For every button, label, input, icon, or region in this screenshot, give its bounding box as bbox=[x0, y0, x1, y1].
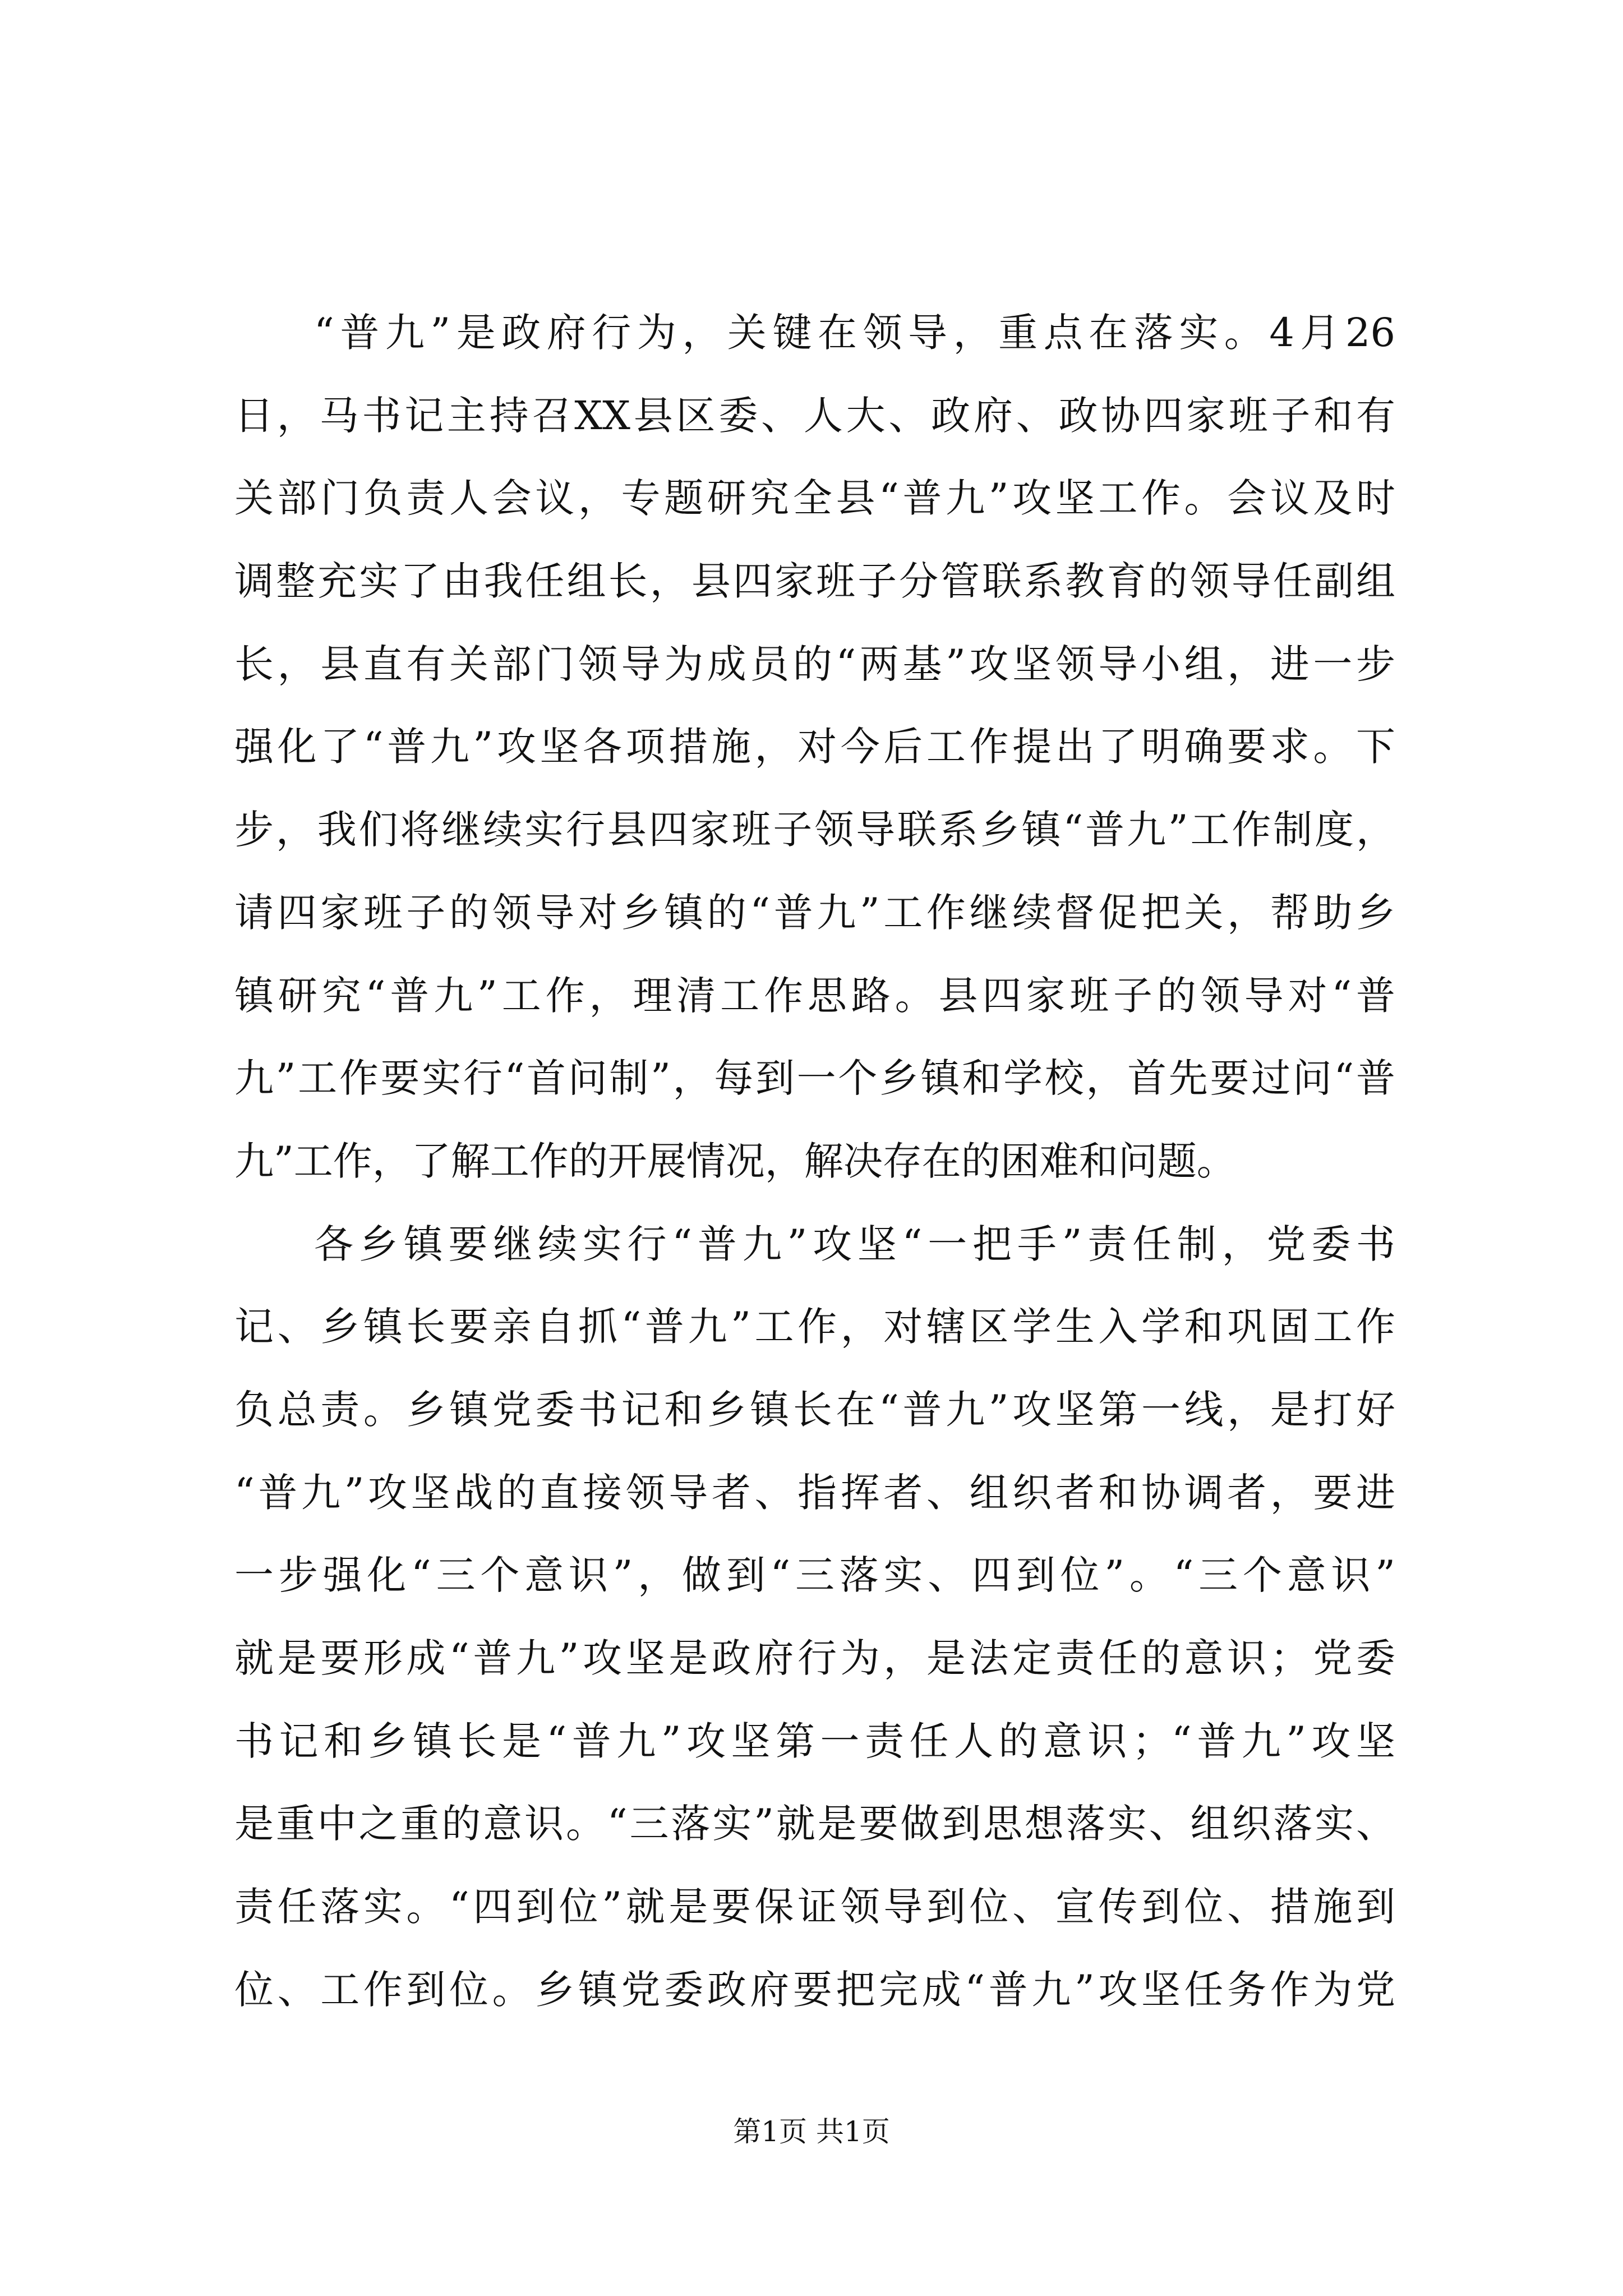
paragraph-2-line-6: 就是要形成“普九”攻坚是政府行为，是法定责任的意识；党委 bbox=[234, 1635, 1395, 1681]
paragraph-2-line-7: 书记和乡镇长是“普九”攻坚第一责任人的意识；“普九”攻坚 bbox=[234, 1718, 1395, 1764]
paragraph-2-line-9: 责任落实。“四到位”就是要保证领导到位、宣传到位、措施到 bbox=[234, 1884, 1395, 1930]
paragraph-1-line-7: 步，我们将继续实行县四家班子领导联系乡镇“普九”工作制度， bbox=[234, 807, 1395, 853]
page-footer: 第1页 共1页 bbox=[733, 2115, 890, 2148]
paragraph-1-line-6: 强化了“普九”攻坚各项措施，对今后工作提出了明确要求。下 bbox=[234, 724, 1395, 770]
document-body bbox=[234, 292, 1395, 2031]
paragraph-1-line-1: “普九”是政府行为，关键在领导，重点在落实。4月26 bbox=[314, 310, 1395, 356]
paragraph-1-line-5: 长，县直有关部门领导为成员的“两基”攻坚领导小组，进一步 bbox=[234, 641, 1395, 687]
paragraph-1-line-3: 关部门负责人会议，专题研究全县“普九”攻坚工作。会议及时 bbox=[234, 475, 1395, 522]
paragraph-2-line-1: 各乡镇要继续实行“普九”攻坚“一把手”责任制，党委书 bbox=[314, 1221, 1395, 1267]
paragraph-2-line-2: 记、乡镇长要亲自抓“普九”工作，对辖区学生入学和巩固工作 bbox=[234, 1304, 1395, 1350]
paragraph-2-line-8: 是重中之重的意识。“三落实”就是要做到思想落实、组织落实、 bbox=[234, 1801, 1395, 1847]
paragraph-1-line-4: 调整充实了由我任组长，县四家班子分管联系教育的领导任副组 bbox=[234, 558, 1395, 605]
paragraph-1-line-10: 九”工作要实行“首问制”，每到一个乡镇和学校，首先要过问“普 bbox=[234, 1055, 1395, 1102]
paragraph-1-line-2: 日，马书记主持召XX县区委、人大、政府、政协四家班子和有 bbox=[234, 392, 1395, 439]
paragraph-2-line-5: 一步强化“三个意识”，做到“三落实、四到位”。“三个意识” bbox=[234, 1552, 1395, 1599]
paragraph-1-line-11: 九”工作，了解工作的开展情况，解决存在的困难和问题。 bbox=[234, 1138, 1236, 1184]
paragraph-2-line-4: “普九”攻坚战的直接领导者、指挥者、组织者和协调者，要进 bbox=[234, 1469, 1395, 1516]
paragraph-2-line-3: 负总责。乡镇党委书记和乡镇长在“普九”攻坚第一线，是打好 bbox=[234, 1386, 1395, 1433]
paragraph-1-line-9: 镇研究“普九”工作，理清工作思路。县四家班子的领导对“普 bbox=[234, 972, 1395, 1019]
paragraph-2-line-10: 位、工作到位。乡镇党委政府要把完成“普九”攻坚任务作为党 bbox=[234, 1966, 1395, 2013]
paragraph-1-line-8: 请四家班子的领导对乡镇的“普九”工作继续督促把关，帮助乡 bbox=[234, 889, 1395, 936]
